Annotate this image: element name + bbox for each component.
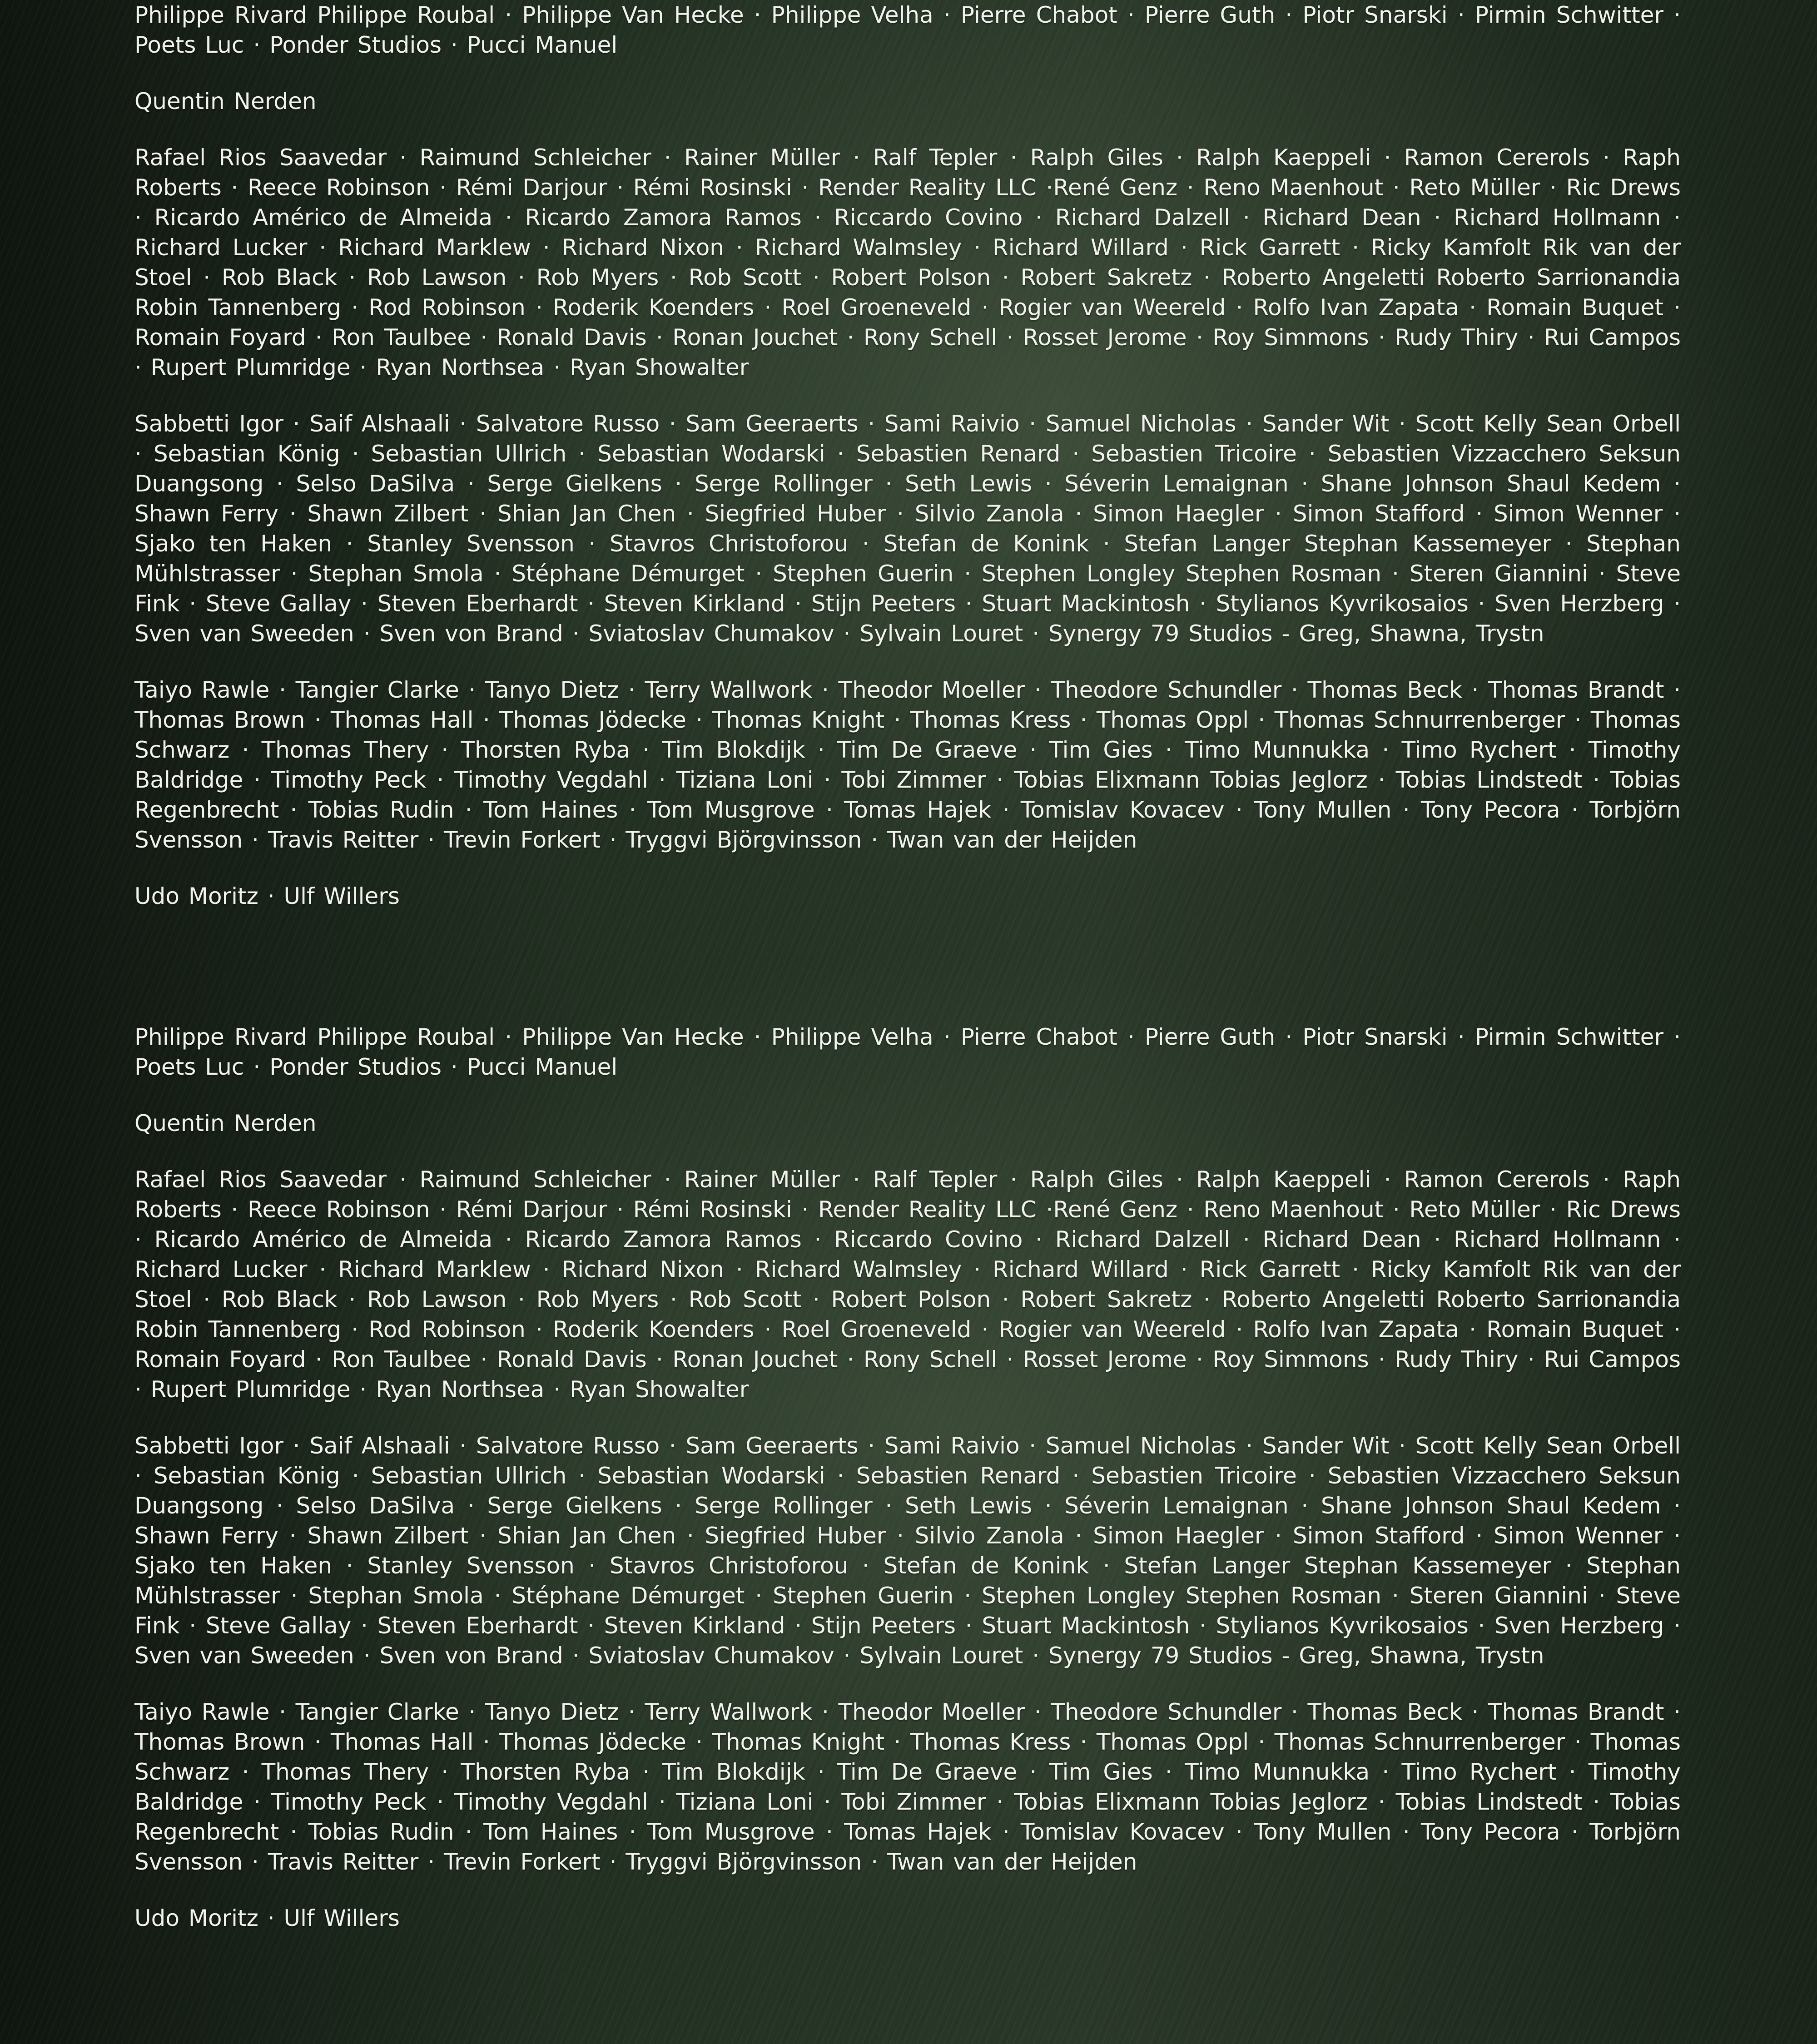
credits-group-p: Philippe Rivard Philippe Roubal · Philippe Van Hecke · Philippe Velha · Pierre Chabot · Pierre Guth · Piotr Snarski · Pirmin Schwitter · Poets Luc · Ponder Studios · Pucci Manuel bbox=[134, 1024, 1681, 1080]
credits-group-u: Udo Moritz · Ulf Willers bbox=[134, 1905, 400, 1931]
credits-group-s: Sabbetti Igor · Saif Alshaali · Salvatore Russo · Sam Geeraerts · Sami Raivio · Samuel Nicholas · Sander Wit · Scott Kelly Sean Orbell · Sebastian König · Sebastian Ullrich · Sebastian Wodarski · Sebastien Renard · Sebastien Tricoire · Sebastien Vizzacchero Seksun Duangsong · Selso DaSilva · Serge Gielkens · Serge Rollinger · Seth Lewis · Séverin Lemaignan · Shane Johnson Shaul Kedem · Shawn Ferry · Shawn Zilbert · Shian Jan Chen · Siegfried Huber · Silvio Zanola · Simon Haegler · Simon Stafford · Simon Wenner · Sjako ten Haken · Stanley Svensson · Stavros Christoforou · Stefan de Konink · Stefan Langer Stephan Kassemeyer · Stephan Mühlstrasser · Stephan Smola · Stéphane Démurget · Stephen Guerin · Stephen Longley Stephen Rosman · Steren Giannini · Steve Fink · Steve Gallay · Steven Eberhardt · Steven Kirkland · Stijn Peeters · Stuart Mackintosh · Stylianos Kyvrikosaios · Sven Herzberg · Sven van Sweeden · Sven von Brand · Sviatoslav Chumakov · Sylvain Louret · Synergy 79 Studios - Greg, Shawna, Trystn bbox=[134, 411, 1681, 647]
credits-viewport-bottom bbox=[0, 1022, 1817, 2044]
credits-group-s: Sabbetti Igor · Saif Alshaali · Salvatore Russo · Sam Geeraerts · Sami Raivio · Samuel Nicholas · Sander Wit · Scott Kelly Sean Orbell · Sebastian König · Sebastian Ullrich · Sebastian Wodarski · Sebastien Renard · Sebastien Tricoire · Sebastien Vizzacchero Seksun Duangsong · Selso DaSilva · Serge Gielkens · Serge Rollinger · Seth Lewis · Séverin Lemaignan · Shane Johnson Shaul Kedem · Shawn Ferry · Shawn Zilbert · Shian Jan Chen · Siegfried Huber · Silvio Zanola · Simon Haegler · Simon Stafford · Simon Wenner · Sjako ten Haken · Stanley Svensson · Stavros Christoforou · Stefan de Konink · Stefan Langer Stephan Kassemeyer · Stephan Mühlstrasser · Stephan Smola · Stéphane Démurget · Stephen Guerin · Stephen Longley Stephen Rosman · Steren Giannini · Steve Fink · Steve Gallay · Steven Eberhardt · Steven Kirkland · Stijn Peeters · Stuart Mackintosh · Stylianos Kyvrikosaios · Sven Herzberg · Sven van Sweeden · Sven von Brand · Sviatoslav Chumakov · Sylvain Louret · Synergy 79 Studios - Greg, Shawna, Trystn bbox=[134, 1433, 1681, 1669]
credits-group-t: Taiyo Rawle · Tangier Clarke · Tanyo Dietz · Terry Wallwork · Theodor Moeller · Theodore Schundler · Thomas Beck · Thomas Brandt · Thomas Brown · Thomas Hall · Thomas Jödecke · Thomas Knight · Thomas Kress · Thomas Oppl · Thomas Schnurrenberger · Thomas Schwarz · Thomas Thery · Thorsten Ryba · Tim Blokdijk · Tim De Graeve · Tim Gies · Timo Munnukka · Timo Rychert · Timothy Baldridge · Timothy Peck · Timothy Vegdahl · Tiziana Loni · Tobi Zimmer · Tobias Elixmann Tobias Jeglorz · Tobias Lindstedt · Tobias Regenbrecht · Tobias Rudin · Tom Haines · Tom Musgrove · Tomas Hajek · Tomislav Kovacev · Tony Mullen · Tony Pecora · Torbjörn Svensson · Travis Reitter · Trevin Forkert · Tryggvi Björgvinsson · Twan van der Heijden bbox=[134, 677, 1681, 853]
credits-group-p: Philippe Rivard Philippe Roubal · Philippe Van Hecke · Philippe Velha · Pierre Chabot · Pierre Guth · Piotr Snarski · Pirmin Schwitter · Poets Luc · Ponder Studios · Pucci Manuel bbox=[134, 2, 1681, 58]
credits-group-u: Udo Moritz · Ulf Willers bbox=[134, 883, 400, 909]
credits-group-q: Quentin Nerden bbox=[134, 88, 317, 114]
credits-list bbox=[134, 0, 1681, 938]
credits-group-r: Rafael Rios Saavedar · Raimund Schleicher · Rainer Müller · Ralf Tepler · Ralph Giles · Ralph Kaeppeli · Ramon Cererols · Raph Roberts · Reece Robinson · Rémi Darjour · Rémi Rosinski · Render Reality LLC ·René Genz · Reno Maenhout · Reto Müller · Ric Drews · Ricardo Américo de Almeida · Ricardo Zamora Ramos · Riccardo Covino · Richard Dalzell · Richard Dean · Richard Hollmann · Richard Lucker · Richard Marklew · Richard Nixon · Richard Walmsley · Richard Willard · Rick Garrett · Ricky Kamfolt Rik van der Stoel · Rob Black · Rob Lawson · Rob Myers · Rob Scott · Robert Polson · Robert Sakretz · Roberto Angeletti Roberto Sarrionandia Robin Tannenberg · Rod Robinson · Roderik Koenders · Roel Groeneveld · Rogier van Weereld · Rolfo Ivan Zapata · Romain Buquet · Romain Foyard · Ron Taulbee · Ronald Davis · Ronan Jouchet · Rony Schell · Rosset Jerome · Roy Simmons · Rudy Thiry · Rui Campos · Rupert Plumridge · Ryan Northsea · Ryan Showalter bbox=[134, 144, 1681, 381]
credits-group-t: Taiyo Rawle · Tangier Clarke · Tanyo Dietz · Terry Wallwork · Theodor Moeller · Theodore Schundler · Thomas Beck · Thomas Brandt · Thomas Brown · Thomas Hall · Thomas Jödecke · Thomas Knight · Thomas Kress · Thomas Oppl · Thomas Schnurrenberger · Thomas Schwarz · Thomas Thery · Thorsten Ryba · Tim Blokdijk · Tim De Graeve · Tim Gies · Timo Munnukka · Timo Rychert · Timothy Baldridge · Timothy Peck · Timothy Vegdahl · Tiziana Loni · Tobi Zimmer · Tobias Elixmann Tobias Jeglorz · Tobias Lindstedt · Tobias Regenbrecht · Tobias Rudin · Tom Haines · Tom Musgrove · Tomas Hajek · Tomislav Kovacev · Tony Mullen · Tony Pecora · Torbjörn Svensson · Travis Reitter · Trevin Forkert · Tryggvi Björgvinsson · Twan van der Heijden bbox=[134, 1699, 1681, 1875]
credits-group-q: Quentin Nerden bbox=[134, 1110, 317, 1136]
credits-list-repeat bbox=[134, 1022, 1681, 1960]
credits-group-r: Rafael Rios Saavedar · Raimund Schleicher · Rainer Müller · Ralf Tepler · Ralph Giles · Ralph Kaeppeli · Ramon Cererols · Raph Roberts · Reece Robinson · Rémi Darjour · Rémi Rosinski · Render Reality LLC ·René Genz · Reno Maenhout · Reto Müller · Ric Drews · Ricardo Américo de Almeida · Ricardo Zamora Ramos · Riccardo Covino · Richard Dalzell · Richard Dean · Richard Hollmann · Richard Lucker · Richard Marklew · Richard Nixon · Richard Walmsley · Richard Willard · Rick Garrett · Ricky Kamfolt Rik van der Stoel · Rob Black · Rob Lawson · Rob Myers · Rob Scott · Robert Polson · Robert Sakretz · Roberto Angeletti Roberto Sarrionandia Robin Tannenberg · Rod Robinson · Roderik Koenders · Roel Groeneveld · Rogier van Weereld · Rolfo Ivan Zapata · Romain Buquet · Romain Foyard · Ron Taulbee · Ronald Davis · Ronan Jouchet · Rony Schell · Rosset Jerome · Roy Simmons · Rudy Thiry · Rui Campos · Rupert Plumridge · Ryan Northsea · Ryan Showalter bbox=[134, 1166, 1681, 1403]
